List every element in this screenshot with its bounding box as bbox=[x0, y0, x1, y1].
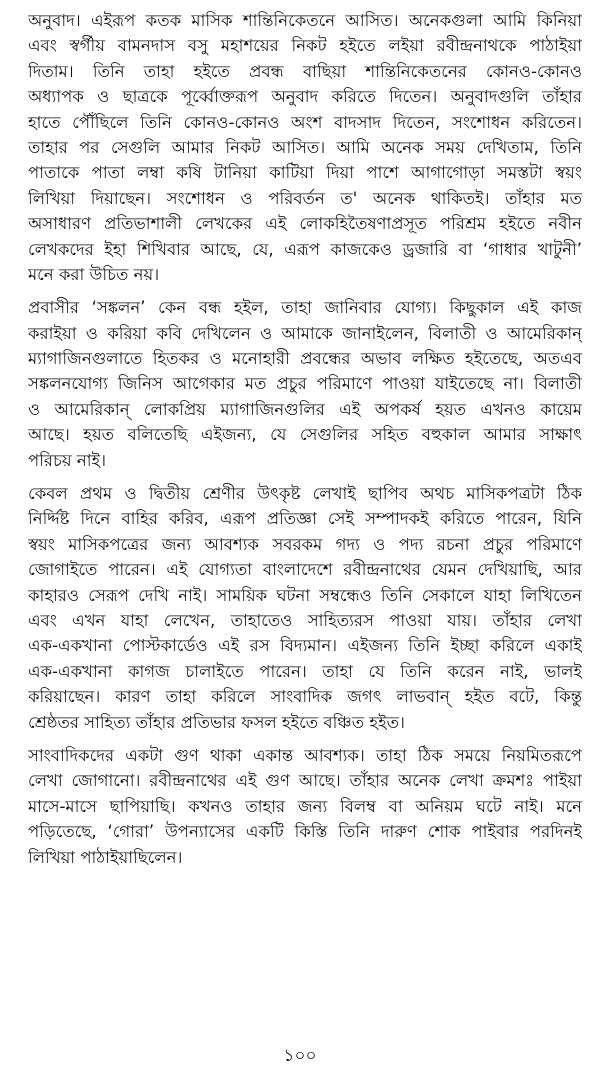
text-line: অধ্যাপক ও ছাত্রকে পূর্ব্বোক্তরূপ অনুবাদ করিতে দিতেন। অনুবাদগুলি তাঁহার bbox=[28, 87, 582, 107]
text-line: সাংবাদিকদের একটা গুণ থাকা একান্ত আবশ্যক। তাহা ঠিক সময়ে নিয়মিতরূপে bbox=[28, 745, 582, 765]
text-line: প্রবাসীর ‘সঙ্কলন’ কেন বন্ধ হইল, তাহা জানিবার যোগ্য। কিছুকাল এই কাজ bbox=[28, 298, 582, 318]
text-line: কাহারও সেরূপ দেখি নাই। সাময়িক ঘটনা সম্বন্ধেও তিনি সেকালে যাহা লিখিতেন bbox=[28, 585, 582, 605]
text-line: সঙ্কলনযোগ্য জিনিস আগেকার মত প্রচুর পরিমাণে পাওয়া যাইতেছে না। বিলাতী bbox=[28, 374, 582, 394]
text-line: করাইয়া ও করিয়া কবি দেখিলেন ও আমাকে জানাইলেন, বিলাতী ও আমেরিকান্ bbox=[28, 323, 582, 343]
paragraph bbox=[28, 743, 582, 870]
text-line: পাতাকে পাতা লম্বা কষি টানিয়া কাটিয়া দিয়া পাশে আগাগোড়া সমস্তটা স্বয়ং bbox=[28, 163, 582, 183]
text-line: কেবল প্রথম ও দ্বিতীয় শ্রেণীর উৎকৃষ্ট লেখাই ছাপিব অথচ মাসিকপত্রটা ঠিক bbox=[28, 484, 582, 504]
text-line: জোগাইতে পারেন। এই যোগ্যতা বাংলাদেশে রবীন্দ্রনাথের যেমন দেখিয়াছি, আর bbox=[28, 560, 582, 580]
text-line: নির্দ্দিষ্ট দিনে বাহির করিব, এরূপ প্রতিজ্ঞা সেই সম্পাদকই করিতে পারেন, যিনি bbox=[28, 509, 582, 529]
text-line: তাহার পর সেগুলি আমার নিকট আসিত। আমি অনেক সময় দেখিতাম, তিনি bbox=[28, 137, 582, 157]
text-line: মাসে-মাসে ছাপিয়াছি। কখনও তাহার জন্য বিলম্ব বা অনিয়ম ঘটে নাই। মনে bbox=[28, 796, 582, 816]
text-line: লেখা জোগানো। রবীন্দ্রনাথের এই গুণ আছে। তাঁহার অনেক লেখা ক্রমশঃ পাইয়া bbox=[28, 771, 582, 791]
text-line: আছে। হয়ত বলিতেছি এইজন্য, যে সেগুলির সহিত বহুকাল আমার সাক্ষাৎ bbox=[28, 425, 582, 445]
text-line: স্বয়ং মাসিকপত্রের জন্য আবশ্যক সবরকম গদ্য ও পদ্য রচনা প্রচুর পরিমাণে bbox=[28, 534, 582, 554]
text-line: লিখিয়া পাঠাইয়াছিলেন। bbox=[28, 847, 183, 867]
text-line: করিয়াছেন। কারণ তাহা করিলে সাংবাদিক জগৎ লাভবান্ হইত বটে, কিন্তু bbox=[28, 687, 582, 707]
text-line: হাতে পৌঁছিলে তিনি কোনও-কোনও অংশ বাদসাদ দিতেন, সংশোধন করিতেন। bbox=[28, 112, 582, 132]
text-line: পড়িতেছে, ‘গোরা’ উপন্যাসের একটি কিস্তি তিনি দারুণ শোক পাইবার পরদিনই bbox=[28, 822, 582, 842]
page-number: ১০০ bbox=[283, 1046, 317, 1066]
text-line: এক-একখানা কাগজ চালাইতে পারেন। তাহা যে তিনি করেন নাই, ভালই bbox=[28, 661, 582, 681]
paragraph bbox=[28, 481, 582, 735]
document-body bbox=[28, 8, 582, 878]
text-line: ও আমেরিকান্ লোকপ্রিয় ম্যাগাজিনগুলির এই অপকর্ষ হয়ত এখনও কায়েম bbox=[28, 399, 582, 419]
text-line: লিখিয়া দিয়াছেন। সংশোধন ও পরিবর্তন ত' অনেক থাকিতই। তাঁহার মত bbox=[28, 188, 582, 208]
text-line: ম্যাগাজিনগুলাতে হিতকর ও মনোহারী প্রবন্ধের অভাব লক্ষিত হইতেছে, অতএব bbox=[28, 349, 582, 369]
paragraph bbox=[28, 8, 582, 287]
text-line: মনে করা উচিত নয়। bbox=[28, 264, 160, 284]
text-line: এবং স্বর্গীয় বামনদাস বসু মহাশয়ের নিকট হইতে লইয়া রবীন্দ্রনাথকে পাঠাইয়া bbox=[28, 36, 582, 56]
text-line: অসাধারণ প্রতিভাশালী লেখকের এই লোকহিতৈষণাপ্রসূত পরিশ্রম হইতে নবীন bbox=[28, 214, 582, 234]
text-line: অনুবাদ। এইরূপ কতক মাসিক শান্তিনিকেতনে আসিত। অনেকগুলা আমি কিনিয়া bbox=[28, 11, 582, 30]
text-line: শ্রেষ্ঠতর সাহিত্য তাঁহার প্রতিভার ফসল হইতে বঞ্চিত হইত। bbox=[28, 712, 405, 732]
text-line: পরিচয় নাই। bbox=[28, 450, 106, 470]
paragraph bbox=[28, 295, 582, 473]
text-line: এক-একখানা পোস্টকার্ডেও এই রস বিদ্যমান। এইজন্য তিনি ইচ্ছা করিলে একাই bbox=[28, 636, 582, 656]
text-line: লেখকদের ইহা শিখিবার আছে, যে, এরূপ কাজকেও ড্রজারি বা ‘গাধার খাটুনী’ bbox=[28, 239, 582, 259]
text-line: দিতাম। তিনি তাহা হইতে প্রবন্ধ বাছিয়া শান্তিনিকেতনের কোনও-কোনও bbox=[28, 61, 582, 81]
text-line: এবং এখন যাহা লেখেন, তাহাতেও সাহিত্যরস পাওয়া যায়। তাঁহার লেখা bbox=[28, 610, 582, 630]
